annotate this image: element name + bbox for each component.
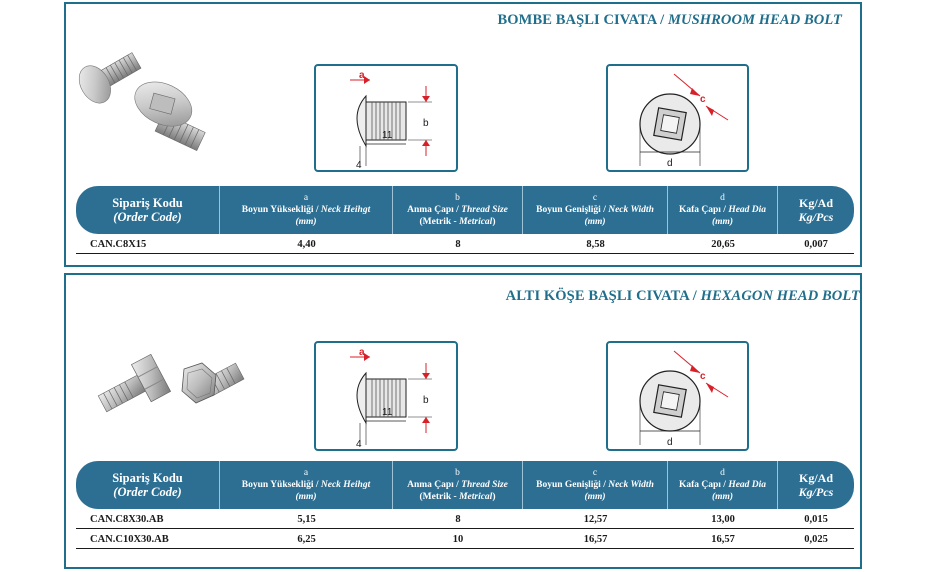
- header-head-dia: d Kafa Çapı / Head Dia (mm): [668, 186, 778, 234]
- header-neck-width: c Boyun Genişliği / Neck Width (mm): [523, 461, 668, 509]
- top-view-diagram: [606, 341, 749, 451]
- table-header: [76, 461, 854, 509]
- section-title: ALTI KÖŞE BAŞLI CIVATA / HEXAGON HEAD BOLT: [505, 288, 860, 304]
- cell-kg: 0,025: [804, 534, 828, 545]
- cell-code: CAN.C8X15: [90, 239, 147, 250]
- cell-d: 20,65: [711, 239, 735, 250]
- cell-c: 8,58: [586, 239, 605, 250]
- hexagon-head-bolt-photo-icon: [88, 343, 248, 433]
- cell-a: 5,15: [297, 514, 316, 525]
- hexagon-head-bolt-section: [64, 273, 862, 569]
- bolt-side-view-drawing-icon: [316, 343, 456, 449]
- cell-code: CAN.C10X30.AB: [90, 534, 169, 545]
- dim-a-label: a: [359, 347, 365, 358]
- dim-length-label: 11: [382, 130, 393, 141]
- bolt-top-view-drawing-icon: [608, 343, 747, 449]
- cell-a: 4,40: [297, 239, 316, 250]
- dim-d-label: d: [667, 158, 673, 169]
- header-order-code: Sipariş Kodu (Order Code): [76, 186, 220, 234]
- header-thread-size: b Anma Çapı / Thread Size (Metrik - Metrical): [393, 461, 523, 509]
- header-neck-height: a Boyun Yüksekliği / Neck Heihgt (mm): [220, 461, 393, 509]
- header-head-dia: d Kafa Çapı / Head Dia (mm): [668, 461, 778, 509]
- header-weight: Kg/Ad Kg/Pcs: [798, 196, 834, 224]
- header-order-code: Sipariş Kodu (Order Code): [76, 461, 220, 509]
- side-view-diagram: [314, 341, 458, 451]
- mushroom-head-bolt-photo-icon: [72, 48, 222, 166]
- bolt-top-view-drawing-icon: [608, 66, 747, 170]
- dim-b-label: b: [423, 118, 429, 129]
- cell-c: 12,57: [583, 514, 608, 525]
- header-thread-size: b Anma Çapı / Thread Size (Metrik - Metrical): [393, 186, 523, 234]
- dim-b-label: b: [423, 395, 429, 406]
- bolt-side-view-drawing-icon: [316, 66, 456, 170]
- dim-neck-label: 4: [356, 160, 362, 170]
- cell-a: 6,25: [297, 534, 316, 545]
- header-neck-width: c Boyun Genişliği / Neck Width (mm): [523, 186, 668, 234]
- cell-b: 8: [455, 514, 461, 525]
- dim-c-label: c: [700, 371, 706, 382]
- dim-d-label: d: [667, 437, 673, 448]
- cell-code: CAN.C8X30.AB: [90, 514, 164, 525]
- table-row: [76, 236, 854, 254]
- table-header: [76, 186, 854, 234]
- side-view-diagram: [314, 64, 458, 172]
- mushroom-head-bolt-section: [64, 2, 862, 267]
- cell-kg: 0,015: [804, 514, 828, 525]
- table-row: [76, 531, 854, 549]
- section-title: BOMBE BAŞLI CIVATA / MUSHROOM HEAD BOLT: [497, 12, 842, 28]
- cell-kg: 0,007: [804, 239, 828, 250]
- table-row: [76, 511, 854, 529]
- cell-d: 13,00: [711, 514, 735, 525]
- header-neck-height: a Boyun Yüksekliği / Neck Heihgt (mm): [220, 186, 393, 234]
- cell-d: 16,57: [711, 534, 735, 545]
- dim-c-label: c: [700, 94, 706, 105]
- cell-b: 10: [452, 534, 464, 545]
- dim-length-label: 11: [382, 407, 393, 418]
- dim-a-label: a: [359, 70, 365, 81]
- cell-b: 8: [455, 239, 461, 250]
- cell-c: 16,57: [583, 534, 608, 545]
- header-weight: Kg/Ad Kg/Pcs: [798, 471, 834, 499]
- dim-neck-label: 4: [356, 439, 362, 449]
- top-view-diagram: [606, 64, 749, 172]
